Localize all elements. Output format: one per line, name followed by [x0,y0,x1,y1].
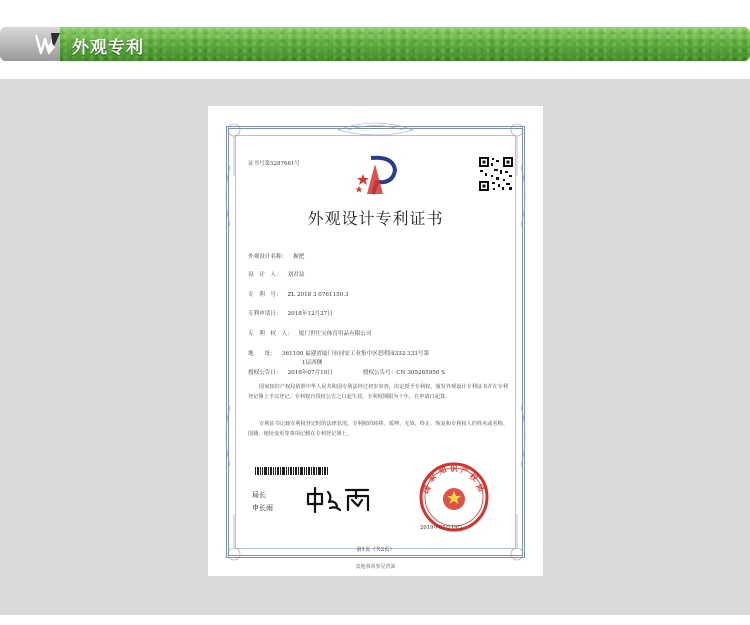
field-label: 专 利 号： [248,292,282,298]
handwritten-signature [304,486,382,514]
field-value: 2019年07月19日 [287,370,333,376]
svg-text:识: 识 [450,464,458,473]
seal-date: 2019年07月19日 [420,525,463,531]
barcode [255,467,329,475]
field-value: 1层西侧 [302,360,323,366]
field-value: 2018年12月27日 [287,311,333,317]
svg-text:知: 知 [437,464,448,476]
certificate-number: 证书号第5287661号 [248,161,300,167]
svg-text:局: 局 [474,482,486,494]
field-value: 361100 福建省厦门市同安工业集中区思明园332-333号第 [281,351,430,357]
field-design-name [248,252,304,260]
field-label: 设 计 人： [248,272,282,278]
certificate-title: 外观设计专利证书 [307,209,444,228]
patent-emblem-icon [33,29,63,59]
patent-certificate [208,106,543,576]
director-title: 局长 [252,491,266,499]
field-value: 厦门世仕宝体育用品有限公司 [298,331,372,337]
field-patent-number [248,290,349,298]
field-value: 握把 [293,254,305,260]
field-patentee [248,329,372,337]
svg-text:产: 产 [459,465,470,477]
field-label: 专 利 权 人： [248,331,293,337]
field-grant-date [248,368,445,376]
certificate-paragraph: 专利证书记载专利权登记时的法律状况。专利权的转移、质押、无效、终止、恢复和专利权人的姓名或名称、国籍、地址变更等事项记载在专利登记簿上。 [248,421,509,437]
field-label: 专利申请日： [248,311,282,317]
qr-code [478,156,514,192]
svg-text:家: 家 [426,471,439,484]
field-label: 外观设计名称： [248,254,288,260]
section-banner [0,27,750,61]
field-label: 授权公告日： [248,370,282,376]
certificate-paragraph: 国家知识产权局依照中华人民共和国专利法经过初步审查，决定授予专利权，颁发外观设计专利证书并在专利登记簿上予以登记。专利权自授权公告之日起生效。专利权期限为十年，自申请日起算。 [248,384,509,400]
svg-text:权: 权 [467,471,480,484]
page-number: 第1页（共2页） [356,547,395,553]
banner-title: 外观专利 [72,38,144,58]
svg-text:国: 国 [420,484,433,495]
field-designer [248,270,304,278]
field-value: ZL 2018 3 0761150.3 [287,292,349,298]
field-address-continued [302,358,322,366]
field-label: 地 址： [248,351,276,357]
field-address [248,349,429,357]
cnipa-logo-icon [353,154,403,198]
field-value: 刘君益 [287,272,305,278]
field-application-date [248,309,333,317]
field-grant-number: 授权公告号：CN 305265956 S [362,370,445,376]
director-name: 申长雨 [252,504,273,512]
footer-note: 其他事项参见背面 [355,564,396,570]
